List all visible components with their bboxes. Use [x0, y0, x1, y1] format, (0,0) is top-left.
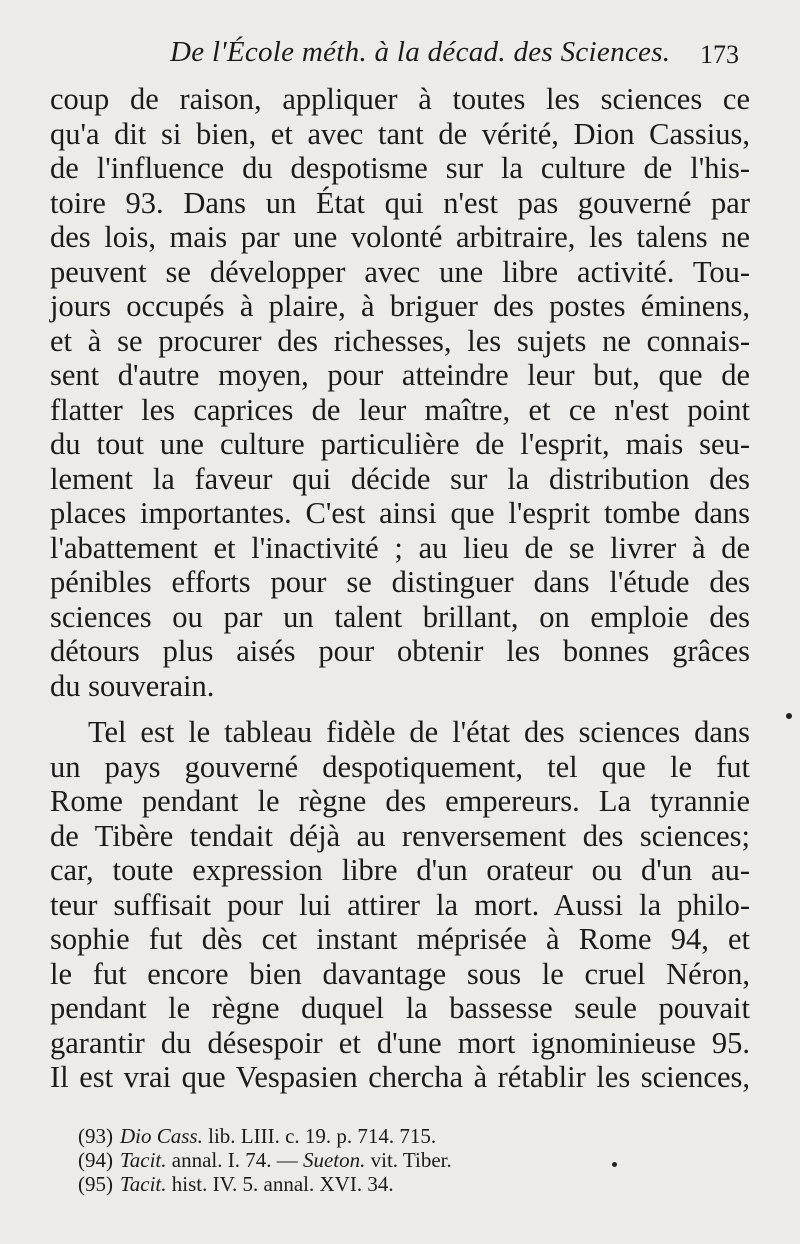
footnote	[78, 1172, 598, 1196]
text-line: sent d'autre moyen, pour atteindre leur but, que de	[50, 358, 750, 392]
footnote-reference: hist. IV. 5. annal. XVI. 34.	[166, 1172, 394, 1196]
text-line: sophie fut dès cet instant méprisée à Rome 94, et	[50, 922, 750, 956]
text-line: jours occupés à plaire, à briguer des postes éminens,	[50, 289, 750, 323]
footnote-reference: lib. LIII. c. 19. p. 714. 715.	[202, 1124, 437, 1148]
text-line: toire 93. Dans un État qui n'est pas gouverné par	[50, 185, 750, 220]
footnote-author: Dio Cass.	[120, 1124, 203, 1148]
page-number: 173	[700, 40, 739, 69]
text-line: sciences ou par un talent brillant, on emploie des	[50, 599, 750, 634]
text-line: et à se procurer des richesses, les sujets ne connais-	[50, 323, 750, 358]
footnote-author: Tacit.	[120, 1148, 167, 1172]
footnote-author: Sueton.	[302, 1148, 366, 1172]
body-text	[50, 82, 750, 1095]
text-line: places importantes. C'est ainsi que l'esprit tombe dans	[50, 496, 750, 530]
footnotes	[78, 1124, 598, 1196]
text-line: du souverain.	[50, 668, 215, 703]
text-line: un pays gouverné despotiquement, tel que le fut	[50, 749, 750, 784]
text-line: coup de raison, appliquer à toutes les sciences ce	[50, 82, 750, 116]
text-line: Il est vrai que Vespasien chercha à rétablir les sciences,	[50, 1060, 750, 1094]
text-line: flatter les caprices de leur maître, et ce n'est point	[50, 392, 750, 427]
text-line: pendant le règne duquel la bassesse seule pouvait	[50, 991, 750, 1025]
footnote-reference: annal. I. 74. —	[166, 1148, 303, 1172]
footnote	[78, 1148, 598, 1172]
footnote	[78, 1124, 598, 1148]
text-line: car, toute expression libre d'un orateur ou d'un au-	[50, 853, 750, 887]
text-line: garantir du désespoir et d'une mort ignominieuse 95.	[50, 1025, 750, 1060]
text-line: de Tibère tendait déjà au renversement des sciences;	[50, 818, 750, 853]
text-line: qu'a dit si bien, et avec tant de vérité, Dion Cassius,	[50, 116, 750, 151]
text-line: teur suffisait pour lui attirer la mort. Aussi la philo-	[50, 887, 750, 922]
text-line: du tout une culture particulière de l'esprit, mais seu-	[50, 427, 750, 461]
running-title: De l'École méth. à la décad. des Sciences.	[170, 36, 671, 68]
paragraph-gap	[50, 703, 750, 715]
text-line: Tel est le tableau fidèle de l'état des sciences dans	[88, 715, 750, 749]
ink-speck	[786, 713, 792, 719]
text-line: le fut encore bien davantage sous le cruel Néron,	[50, 956, 750, 991]
text-line: l'abattement et l'inactivité ; au lieu de se livrer à de	[50, 530, 750, 565]
running-head	[0, 36, 800, 76]
text-line: Rome pendant le règne des empereurs. La tyrannie	[50, 784, 750, 818]
text-line: détours plus aisés pour obtenir les bonnes grâces	[50, 634, 750, 668]
text-line: lement la faveur qui décide sur la distribution des	[50, 461, 750, 496]
text-line: de l'influence du despotisme sur la culture de l'his-	[50, 151, 750, 185]
footnote-reference: vit. Tiber.	[365, 1148, 452, 1172]
text-line: pénibles efforts pour se distinguer dans l'étude des	[50, 565, 750, 599]
text-line: peuvent se développer avec une libre activité. Tou-	[50, 254, 750, 289]
paragraph-1	[50, 82, 750, 703]
ink-speck	[612, 1162, 617, 1167]
footnote-author: Tacit.	[120, 1172, 167, 1196]
footnote-number: (94)	[78, 1148, 113, 1172]
paragraph-2	[50, 715, 750, 1095]
footnote-number: (93)	[78, 1124, 113, 1148]
text-line: des lois, mais par une volonté arbitraire, les talens ne	[50, 220, 750, 254]
footnote-number: (95)	[78, 1172, 113, 1196]
